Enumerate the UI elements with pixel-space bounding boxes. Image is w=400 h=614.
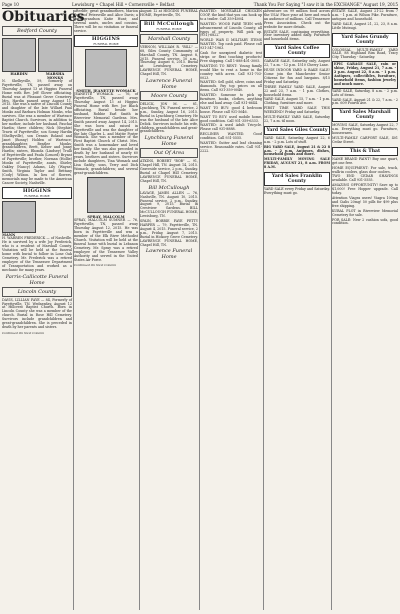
obituary-text: ATKINS, ROBERT "BOB" — 91, Chapel Hill, TN. August 14, 2015. Graveside service, 2 p.m., Sunday. Burial at Chapel Hill Cemetery. LAWRENCE FUNERAL HOME, Chapel Hill, TN. [140,159,198,183]
photo-row [2,38,72,80]
obituary-text: August 12 at HIGGINS FUNERAL HOME, Fayetteville, TN. [140,9,198,17]
continued-note: Continued On Next Column [2,330,45,335]
classified-ad: HUGE INDOOR YARD & BAKE SALE! Come join the Manchester Senior Citizens for fun and bargains. 8/15 Friday and Saturday. [264,68,330,84]
classified-ad: YARD SALE, August 21, 22, 23, 8 a.m. Little Mutsugi. [332,21,398,30]
classified-ad: BIG YARD SALE, August 21 & 22 8 a.m. - 2 p.m. Antiques, dishes, household goods and more. [264,144,330,157]
funeral-home-logo: Lawrence Funeral Home [145,248,193,261]
classified-ad: COLOSSAL MULTI-FAMILY YARD SALE, 88 Highland Rim Road, Tracy City. Thursday - Saturday. [332,47,398,60]
classified-ad: MOVING SALE, Saturday August 22, 7 a.m. Everything must go. Furniture, housewares. [332,123,398,136]
classified-ad: MULTI-FAMILY YARD SALE, Saturday 22, 7 a.m. til noon. [264,115,330,123]
obituary-text: SPAIN, BOBBIE FAYE PETTY HARPER — 79, Fayetteville, TN. August 4, 2015. Funeral service, 2 p.m., Friday, August 7, 2015. Burial in Hickory Grove Cemetery. LAWRENCE FUNERAL HOME, Chapel Hill, TN. [140,219,198,247]
continued-note: Continued On Next Column [74,263,117,268]
photo-caption: MANN [2,233,16,238]
yard-sales-heading: Yard Sales Giles County [264,126,330,135]
classified-ad: WANTED: Sell gold, silver, coins and diamonds. Pay top prices on all items. Call 931-359-0040. [200,80,262,93]
classified-ad: THREE FAMILY YARD SALE, August 22 and 23, 7 a.m. - 1 p.m. Clothes, household items. [264,84,330,97]
funeral-home-logo: HIGGINS FUNERAL HOME [74,35,138,47]
classified-ad: Cash for unexpired diabetic test strips or flexi touching products! Free shipping. Call 1-888-401-3005. [200,51,262,63]
photo-caption: SPRAY, MALCOLM [87,215,125,220]
yard-sales-heading: Yard Sales Marshall County [332,108,398,122]
this-and-that-heading: This & That [332,147,398,156]
obituary-photo [2,201,36,233]
county-heading: Out Of Area [140,148,198,158]
classified-ad: WANTED: Someone to pick up furniture, books, clothes, anything else and haul away. Call 931-6644. [200,93,262,105]
photo-caption: HARDIN [10,72,28,76]
classified-ad: ESTATE SALE, August 21-22 from 7 a.m. - 1 p.m. at Wilson Pike. Furniture, antiques and household. [332,9,398,21]
classified-ad: WANTED: Gutter and leaf cleaning service. Reasonable rates. Call 931-2222. [200,141,262,153]
classified-ad: WANTING TO RENT: Young family would like to rent a home in the country with acres. Call 931-703-0023. [200,63,262,80]
column-3 [140,10,198,261]
classified-ad: KUBAL PLOT in Riverview Memorial Cemetery for sale. [332,208,398,217]
paper-name: Lewisburg • Chapel Hill • Cornersville • Belfast [72,2,175,7]
obituary-text: DELICK, JON M. — 81, Lynchburg, TN. Funeral service, 2 p.m., Sunday, August 16, 2015. Burial in Lynchburg Cemetery. He was the husband of the late Alice Delick. Survivors include his wife, children, grandchildren and great-grandchildren. [140,102,198,134]
classified-ad: YARD SALE, August 15, 7 a.m. - 1 p.m. Clothing, furniture and more. [264,97,330,106]
classified-ad: YARD SALE, August 21 & 22, 7 a.m. - 2 p.m. 609 Fourth Ave. [332,97,398,106]
obituary-text: H. WARREN FREDERICK — of Nashville. He is survived by a wife Joy Frederick, who is a resident of Marshall County. Visitation will be held at the funeral home with burial to follow in Lone Oak Cemetery. Mr. Frederick was a retired employee of the Tennessee Department of Transportation and worked as a mechanic for many years. [2,236,72,272]
classified-ad: TWO END CEDAR SHAVINGS available. Call 931-5555. [332,174,398,183]
funeral-home-logo: Parris-Callicotte Funeral Home [5,273,69,286]
classified-ad: EPIC GARAGE SALE, rain or shine, Friday, August 21, 7 a.m. - 2 p.m. August 22, 8 a.m. - 1 p.m. Antiques, collectibles, furniture, household items, fashion jewelry and much more. [332,61,398,88]
yard-sales-heading: Yard Sales Grundy County [332,33,398,47]
classified-ad: GARAGE SALE, Saturday only, August 22, 7 a.m. - 12 p.m. 1510 Cherry Lane. [264,59,330,68]
funeral-home-logo: Bill McCullough FUNERAL HOME [140,20,198,32]
obituary-photo [2,38,36,72]
obituary-photo [38,38,72,72]
obituary-photo [87,177,125,213]
county-heading: Moore County [140,91,198,101]
funeral-home-logo: Lawrence Funeral Home [145,78,193,91]
photo-caption: SMITH, JEANETTE WOMACK [76,89,136,94]
classified-ad: MULTI-FAMILY MOVING SALE FRIDAY, AUGUST 21, 8 a.m. FROM 8 A.M. [264,157,330,170]
yard-sales-heading: Yard Sales Coffee County [264,44,330,58]
classified-ad: RECLINER WANTED. Good condition. Call 931-5555. [200,132,262,141]
page-number: Page 10 [2,2,19,7]
classified-ad: YARD SALE, Saturday, 8 a.m. - 2 p.m. Lots of items. [332,88,398,97]
yard-sales-heading: Yard Sales Franklin County [264,172,330,186]
funeral-home-logo: Bill McCullough [148,184,190,191]
column-2 [74,10,138,267]
obituary-text: afterlife; great grandmothers, Marion Price of Petersville and Alice Davis; a great-grandson Katie Hunt; and several aunts, uncles and cousins. There will be no visitation or funeral service. [74,9,138,33]
county-heading: Marshall County [140,34,198,44]
column-6 [332,10,398,227]
funeral-home-logo: HIGGINS FUNERAL HOME [2,187,72,199]
column-4 [200,10,262,155]
classified-ad: YARD SALE, Saturday, August 22, 6 a.m. - 2 p.m. Lots of stuff. [264,135,330,144]
classified-ad: HOME EQUIPMENT: For sale, truck, walk-in coolers, glass door coolers. [332,165,398,174]
classified-ad: Attention Viagra users! Viagra 100mg and Cialis 20mg! 50 pills for $99 plus free shipping. [332,196,398,208]
classified-ad: WANT TO BUY: used mobile home, good condition. Call 931-359-6333. [200,114,262,123]
classified-ad: FOR SALE: New 2 cushion sofa, good condition. [332,217,398,226]
classified-ad: YARD SALE every Friday and Saturday. Everything must go. [264,187,330,195]
county-heading: Bedford County [2,26,72,36]
classified-ad: WANT TO BUY: good 4 bedroom house. Please call 931-5646. [200,105,262,114]
column-1 [2,9,85,335]
obituary-text: JEANETTE WOMACK — 76, of Fayetteville, TN, passed away Thursday August 13 at Higgins Funeral Home with Rev. Joe Black officiating. Burial beside her husband, Robbie Earl Smith in Riverview Memorial Gardens. Mrs. Smith passed away August 14, 2015. She was born and raised in Fayetteville and was the daughter of the late Charles L. and Mattie Foster Womack. She was a member of the First Baptist Church of Christ. Mrs. Smith was a homemaker and loved her family. She was also preceded in death by her husband of nearly 60 years, brothers and sisters. Survivors include daughters, Tina Womack and Lisa Gaddy; sons, Terry and Dick Womack; grandchildren; and several great-grandchildren. [74,92,138,175]
classified-ad: WORLD WAR II MILITARY ITEMS WANTED. Top cash paid. Please call 931-347-1963. [200,38,262,51]
classified-ad: Adventure on 99 million food across the USA! Place your ad here and reach an audience of millions. Call Tennessee Press Association. Check out the website for more details. [264,9,330,29]
classified-ad: WANTED: WOOD FARE TEEN with advancement of Lincoln County, all types of property. Will pick up. (931)-6822. [200,21,262,38]
classified-ad: AMAZING OPPORTUNITY! Save up to $1,000! Free Hopper upgrade. Call today. [332,183,398,196]
obituary-text: N. Shelbyville, 59, formerly of Fayetteville, TN, passed away on Thursday August 13 at Higgins Funeral Home with Rev. Jeff Glover officiating. Burial was at Pleasant Grove Cemetery. Mrs. Hardin passed away August 11, 2015. She was a native of Lincoln County and daughter of the late Willard Paul Monks and Barbara Holman Monks, who survives. She was a member of Wartrace Baptist Church. Survivors, in addition to her mother, include her husband, Paschal Hardin; three children; Nick (Stephie) Travis of Fayetteville; son Sonny Hardin (Shelbyville), son Dennis Roland and Janet (Bonny) Holden of Wartrace; granddaughter, Bentlee Monks; grandchildren, Brett, Kelser and Jonny Hardin; sisters, Rhonda (Lindsey) Trulli of Fayetteville and Paula (Lenord) Bryant of Fayetteville; brother, Norman (Hollie) Monks of Fayetteville; aunts, Shirley Oakley (Nancy) Adams, Lily (Wayne) Smith, Virginia Taylor and Brittany (Cody) Wilson. In lieu of flowers, memorials may be made to the American Cancer Society, Nashville. [2,79,72,185]
obituary-photo [85,49,127,87]
column-5 [264,10,330,197]
county-heading: Lincoln County [2,287,72,297]
classified-ad: WANTED: MOVEABLE CHICKEN COOP, the kind that you can hook up to a trailer. Call 359-4004. [200,9,262,21]
header-slogan: Thank You For Saying "I saw it in the EXCHANGE" August 19, 2015 [253,2,398,7]
section-title: Obituaries [2,9,85,25]
classified-ad: MULTI-FAMILY CARPORT SALE, 401 Cedar Street. [332,136,398,144]
classified-ad: ESTATE SALE, continuing everything. New inventory added daily. Furniture and household items. [264,29,330,42]
classified-ad: FIRST TIME YARD SALE THIS WEEKEND! Friday and Saturday. [264,106,330,115]
obituary-text: SPRAY, MALCOLM SUMNER — 76, Fayetteville, TN, passed away Thursday August 12, 2015. He was born in Fayetteville and was a member of the Elk River Methodist Church. Visitation will be held at the funeral home with burial in Lebanon Cemetery. Mr. Spray was a retired employee of the Tennessee Valley Authority and served in the United States Air Force. [74,218,138,262]
photo-caption: MARSHA MONKS [45,72,65,80]
obituary-text: DAVIS, LILLIAN FAYE — 84, Formerly of Fayetteville, TN. Wednesday, August 12 at Hillcrest Baptist Church. Born in Lincoln County she was a member of the church. Burial in Rose Hill Cemetery. Survivors include grandchildren and great-grandchildren. She is preceded in death by her parents and sisters. [2,297,72,329]
obituary-text: LAVAGE, JAMES ALLEN — 76, Nashville, TN. August 10, 2015. Funeral service, 2 p.m., Sunday, August 9, 2015. Burial in Crestview Gardens. BILL McCULLOUGH FUNERAL HOME, Lewisburg, TN. [140,190,198,219]
funeral-home-logo: Lynchburg Funeral Home [144,135,194,148]
classified-ad: WANTED: A used Adult Tricycle. Please call 931-8888. [200,123,262,132]
obituary-text: VERNON, WILLIAM R. "BILL" — 68, Giles County Community of Marshall County, TN. August 8, 2015. Funeral service, 10 a.m., Thursday, August 6, 2015. Burial at Lewisburg Cemetery. LAWRENCE FUNERAL HOME, Chapel Hill, TN. [140,44,198,77]
classified-ad: NAME BRAND PAINT! Buy one quart, get one free. [332,156,398,165]
